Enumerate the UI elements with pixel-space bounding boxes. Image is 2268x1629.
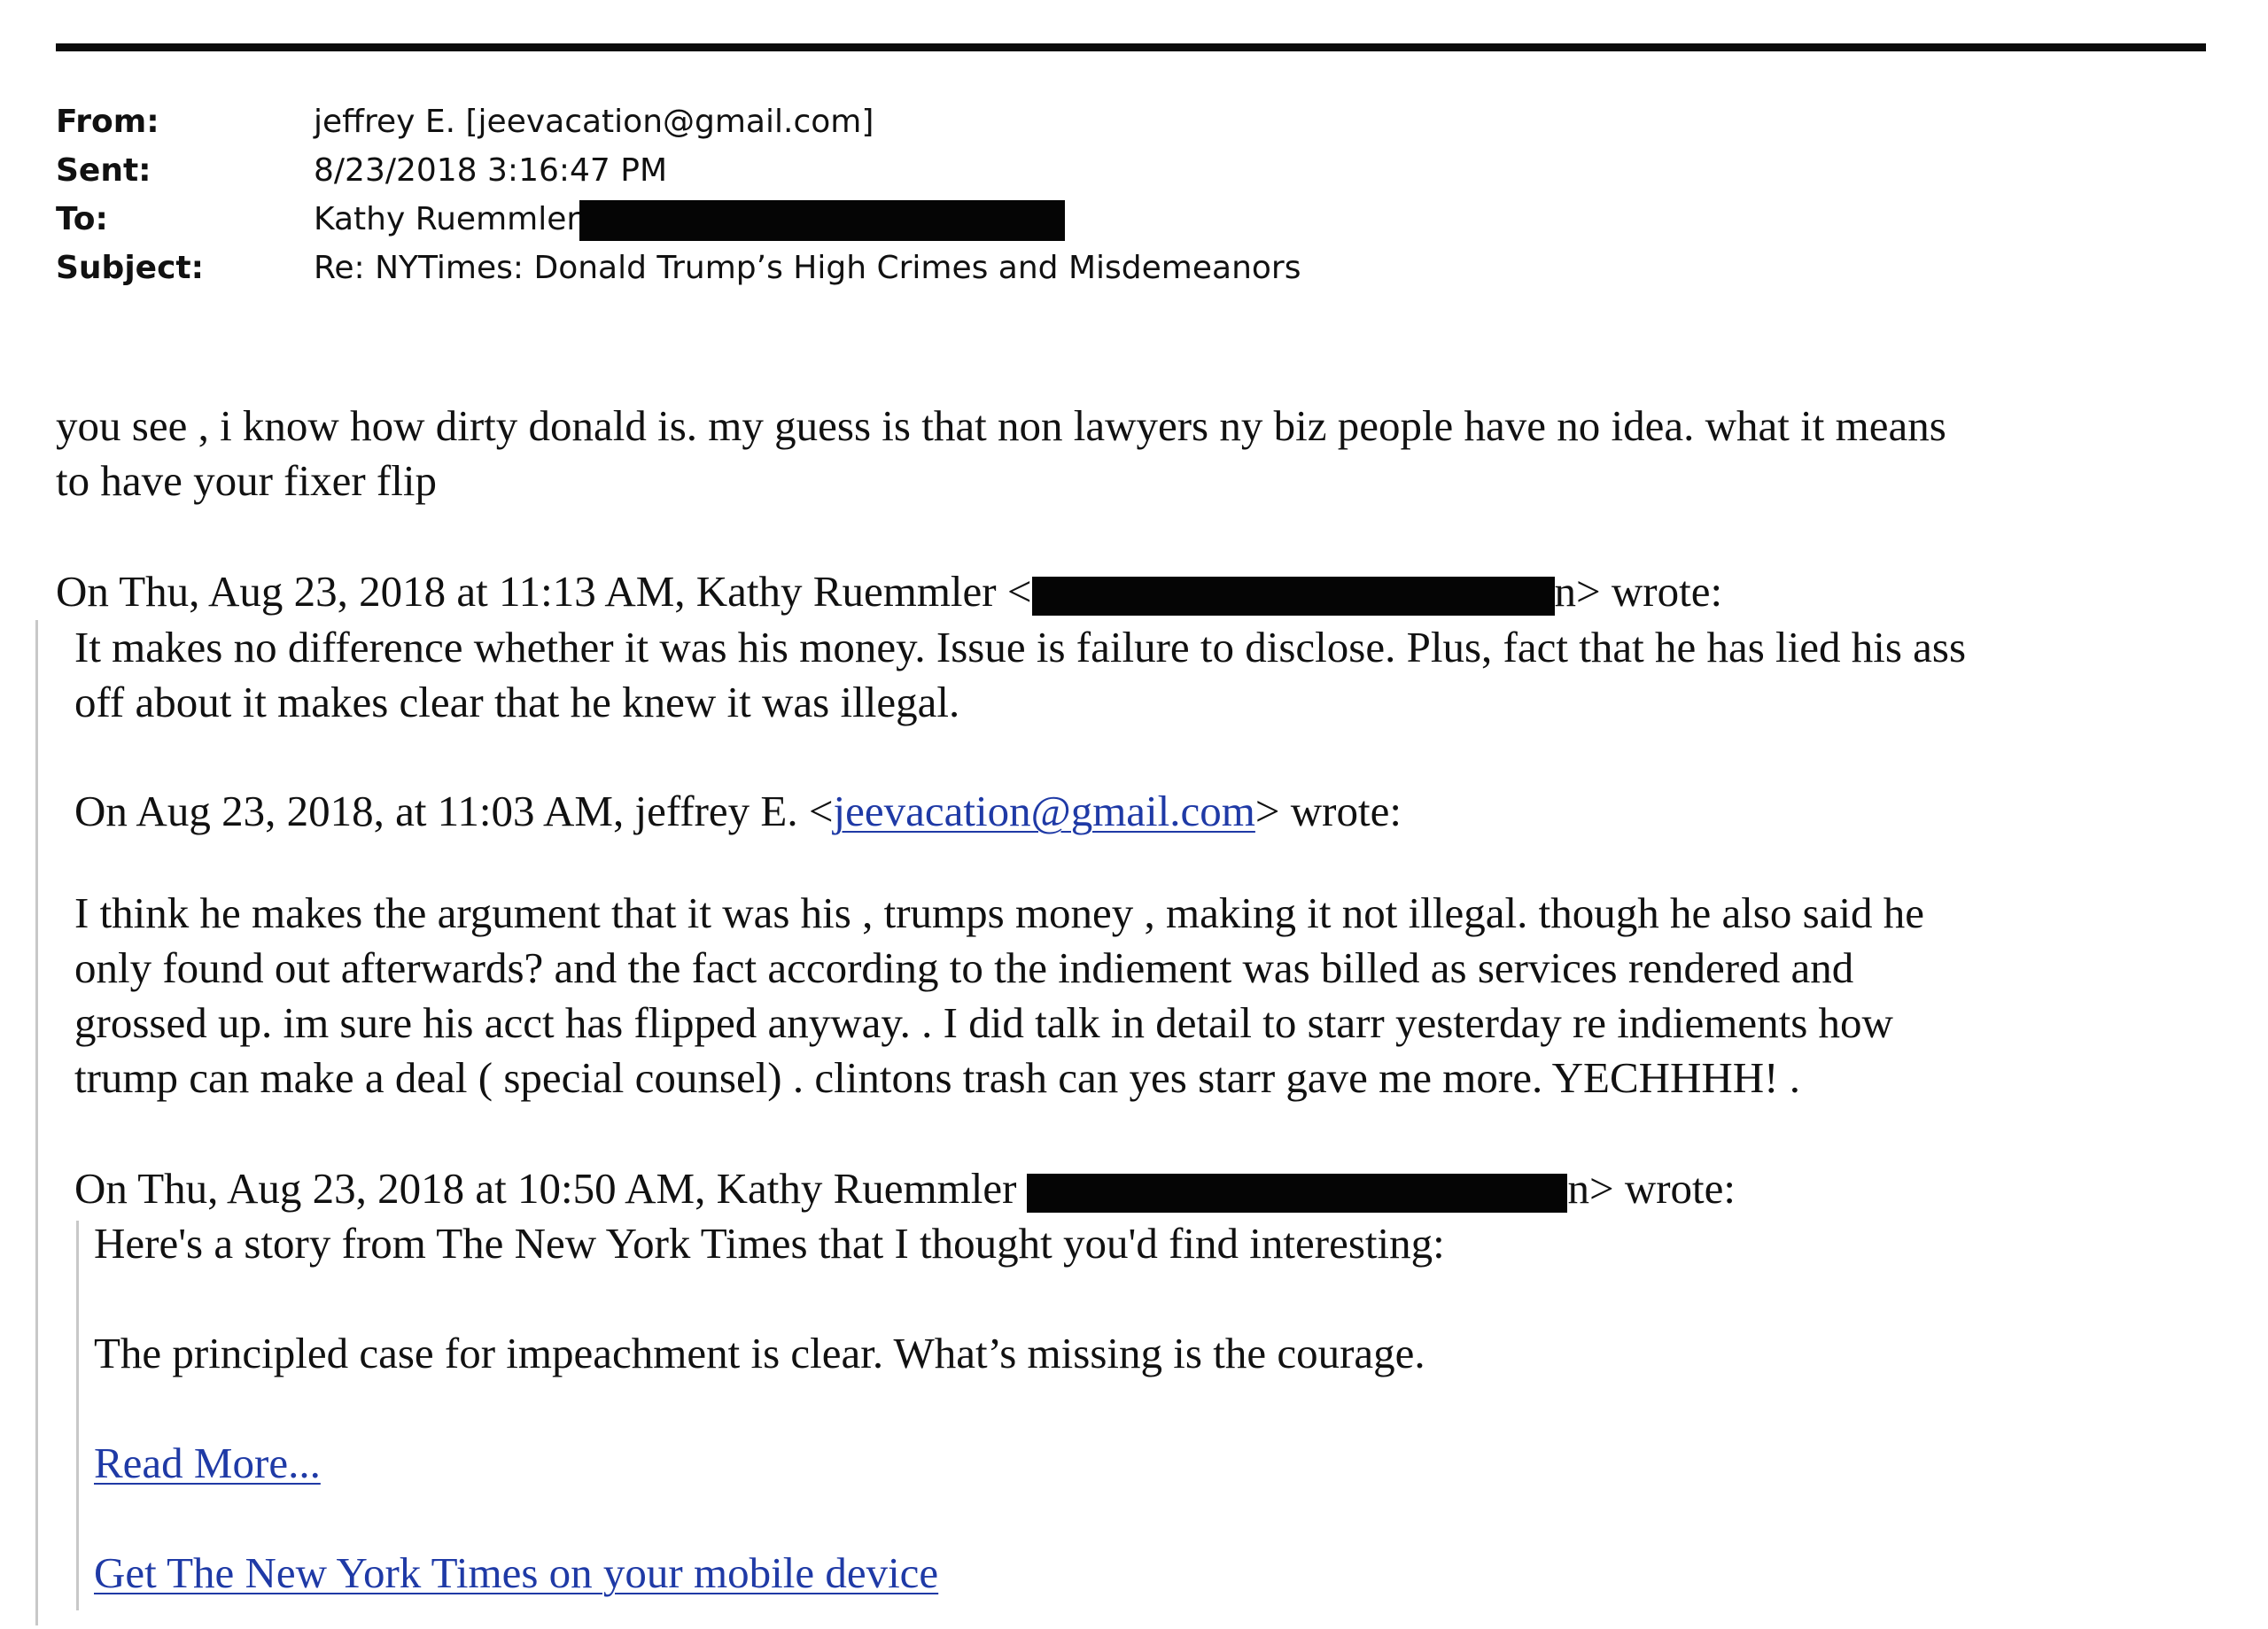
- to-label: To:: [56, 201, 108, 237]
- quote3-headline: [94, 1326, 1425, 1381]
- sent-value: 8/23/2018 3:16:47 PM: [314, 152, 668, 189]
- attribution-stub: n: [1567, 1164, 1589, 1213]
- from-label: From:: [56, 104, 159, 140]
- quote2-body: [74, 886, 1924, 1105]
- quote1-attribution: [56, 564, 1722, 619]
- attribution-suffix: > wrote:: [1254, 787, 1402, 835]
- quote-line: only found out afterwards? and the fact according to the indiement was billed as services rendered and: [74, 943, 1854, 992]
- mobile-link-wrap: [94, 1546, 938, 1601]
- redaction-bar: [1032, 577, 1555, 616]
- quote-line: It makes no difference whether it was his money. Issue is failure to disclose. Plus, fact that he has lied his ass: [74, 623, 1967, 671]
- attribution-text: On Aug 23, 2018, at 11:03 AM, jeffrey E. <: [74, 787, 834, 835]
- header-rule: [56, 43, 2206, 51]
- quote1-body: [74, 620, 1966, 730]
- to-value-wrap: [314, 195, 1065, 244]
- from-value: jeffrey E. [jeevacation@gmail.com]: [314, 104, 874, 140]
- quote2-attribution: [74, 784, 1402, 839]
- quote-line: off about it makes clear that he knew it was illegal.: [74, 678, 960, 726]
- email-link[interactable]: jeevacation@gmail.com: [833, 787, 1255, 835]
- reply-body: [56, 399, 1946, 508]
- mobile-link[interactable]: Get The New York Times on your mobile device: [94, 1548, 939, 1597]
- reply-line: you see , i know how dirty donald is. my guess is that non lawyers ny biz people have no idea. what it means: [56, 401, 1946, 450]
- read-more-wrap: [94, 1436, 321, 1491]
- quote-line: grossed up. im sure his acct has flipped anyway. . I did talk in detail to starr yesterday re indiements how: [74, 998, 1893, 1047]
- read-more-link[interactable]: Read More...: [94, 1439, 321, 1487]
- attribution-text: On Thu, Aug 23, 2018 at 10:50 AM, Kathy Ruemmler: [74, 1164, 1017, 1213]
- to-value: Kathy Ruemmler: [314, 201, 580, 237]
- quote3-attribution: [74, 1161, 1736, 1216]
- quote3-body: [94, 1216, 1445, 1271]
- attribution-stub: n: [1554, 567, 1576, 616]
- quote-line: trump can make a deal ( special counsel) . clintons trash can yes starr gave me more. YECHHHH! .: [74, 1053, 1800, 1102]
- quote-line: Here's a story from The New York Times that I thought you'd find interesting:: [94, 1219, 1445, 1268]
- subject-value: Re: NYTimes: Donald Trump’s High Crimes and Misdemeanors: [314, 250, 1301, 286]
- quote-line: I think he makes the argument that it was his , trumps money , making it not illegal. though he also said he: [74, 888, 1925, 937]
- attribution-suffix: > wrote:: [1588, 1164, 1736, 1213]
- quote-bar: [76, 1221, 79, 1610]
- reply-line: to have your fixer flip: [56, 456, 437, 505]
- subject-label: Subject:: [56, 250, 205, 286]
- quote-line: The principled case for impeachment is clear. What’s missing is the courage.: [94, 1329, 1425, 1377]
- sent-label: Sent:: [56, 152, 151, 189]
- attribution-suffix: > wrote:: [1576, 567, 1723, 616]
- quote-bar: [35, 620, 38, 1625]
- redaction-bar: [579, 200, 1065, 241]
- redaction-bar: [1027, 1174, 1567, 1213]
- attribution-text: On Thu, Aug 23, 2018 at 11:13 AM, Kathy Ruemmler <: [56, 567, 1032, 616]
